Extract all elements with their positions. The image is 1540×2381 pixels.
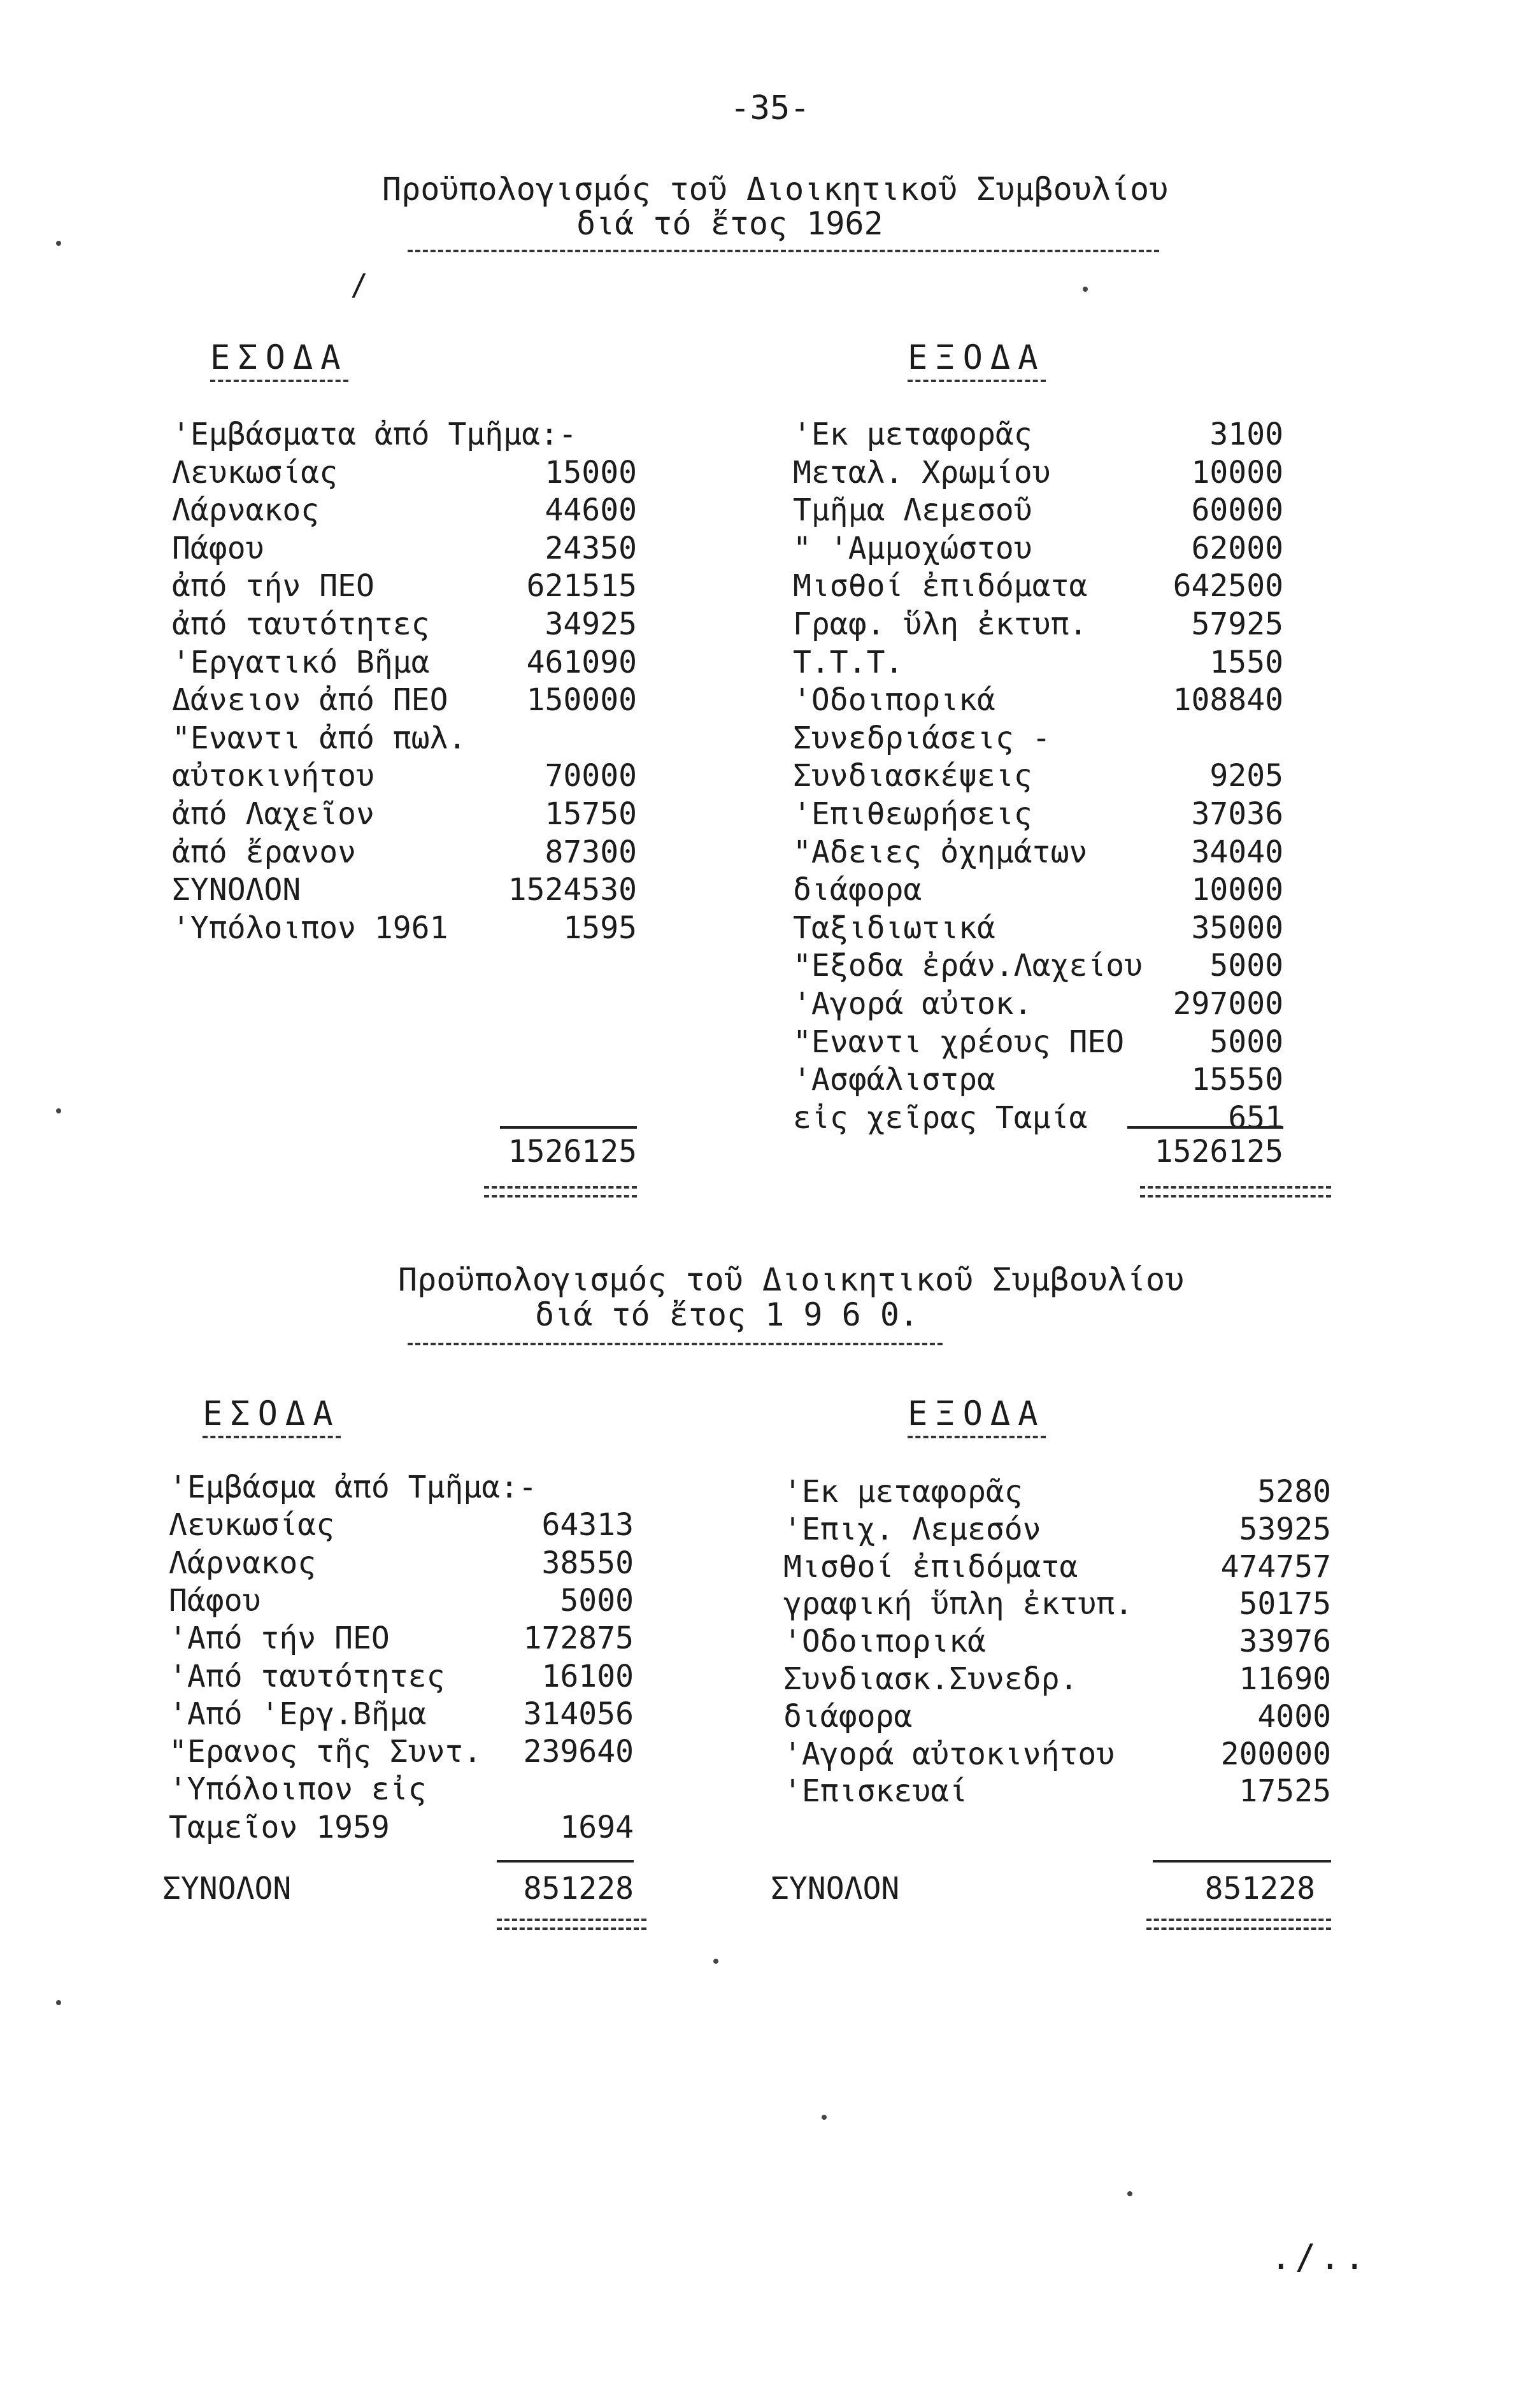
- title-1960-underline: [408, 1343, 943, 1345]
- scan-speck: [56, 1108, 61, 1113]
- ledger-row-label: Τμῆμα Λεμεσοῦ: [793, 492, 1032, 529]
- ledger-row-label: Δάνειον ἀπό ΠΕΟ: [172, 682, 448, 719]
- budget-1960-title: Προϋπολογισμός τοῦ Διοικητικοῦ Συμβουλίου: [398, 1261, 1185, 1298]
- ledger-row-value: 239640: [523, 1734, 634, 1770]
- expense-total-label-1960: ΣΥΝΟΛΟΝ: [771, 1871, 900, 1906]
- ledger-row: [793, 605, 1283, 643]
- ledger-row: [783, 1772, 1331, 1810]
- ledger-row-value: 651: [1228, 1099, 1283, 1136]
- ledger-row-value: 10000: [1191, 872, 1283, 908]
- ledger-row: [793, 795, 1283, 833]
- ledger-row: [793, 454, 1283, 492]
- ledger-row-label: Συνδιασκέψεις: [793, 758, 1032, 794]
- ledger-row: [172, 681, 637, 719]
- ledger-row: [793, 491, 1283, 529]
- ledger-row: [169, 1619, 634, 1657]
- ledger-row: [169, 1582, 634, 1620]
- ledger-row: [172, 415, 637, 454]
- ledger-row: [783, 1473, 1331, 1511]
- ledger-row: [783, 1510, 1331, 1548]
- ledger-row-value: 24350: [545, 530, 637, 566]
- ledger-row-label: ἀπό ταυτότητες: [172, 606, 430, 642]
- ledger-row-value: 150000: [526, 682, 637, 719]
- expense-total-rule-1960: [1153, 1860, 1331, 1863]
- ledger-row-value: 34040: [1191, 834, 1283, 870]
- ledger-row: [172, 454, 637, 492]
- ledger-row-value: 37036: [1191, 796, 1283, 832]
- ledger-row-value: 642500: [1173, 568, 1283, 604]
- ledger-row: [172, 643, 637, 682]
- income-total-1960: 851228: [523, 1871, 634, 1906]
- expense-double-rule-1960: [1146, 1919, 1331, 1930]
- ledger-row-label: Πάφου: [172, 530, 264, 566]
- ledger-row-label: Συνεδριάσεις -: [793, 720, 1051, 756]
- ledger-row-value: 9205: [1209, 758, 1283, 794]
- ledger-row-value: 5000: [1209, 1024, 1283, 1060]
- income-total-1962: 1526125: [508, 1134, 637, 1169]
- income-total-rule-1960: [497, 1860, 634, 1863]
- ledger-row-value: 53925: [1239, 1511, 1331, 1547]
- ledger-row-label: "Ερανος τῆς Συντ.: [169, 1734, 482, 1770]
- ledger-row: [172, 871, 637, 909]
- ledger-row-value: 5000: [560, 1582, 634, 1619]
- ledger-row: [169, 1695, 634, 1733]
- ledger-row-label: 'Οδοιπορικά: [783, 1624, 986, 1660]
- ledger-row-value: 38550: [541, 1545, 634, 1581]
- ledger-row-label: Λάρνακος: [172, 492, 320, 529]
- ledger-row: [783, 1622, 1331, 1661]
- ledger-row-label: "Εναντι ἀπό πωλ.: [172, 720, 467, 756]
- ledger-row-label: Μεταλ. Χρωμίου: [793, 454, 1051, 490]
- ledger-row: [783, 1660, 1331, 1698]
- ledger-row-value: 50175: [1239, 1586, 1331, 1622]
- ledger-row-label: 'Εμβάσματα ἀπό Τμῆμα:-: [172, 417, 577, 452]
- ledger-row: [169, 1468, 634, 1506]
- ledger-row-label: γραφική ὕπλη ἐκτυπ.: [783, 1586, 1134, 1622]
- expense-total-rule-1962: [1127, 1126, 1283, 1129]
- ledger-row-value: 3100: [1209, 417, 1283, 452]
- ledger-row-value: 10000: [1191, 454, 1283, 490]
- ledger-row-label: 'Επιχ. Λεμεσόν: [783, 1511, 1041, 1547]
- ledger-row-value: 200000: [1220, 1736, 1331, 1772]
- ledger-row-label: 'Εκ μεταφορᾶς: [783, 1474, 1023, 1510]
- ledger-row: [783, 1698, 1331, 1736]
- ledger-row: [169, 1544, 634, 1582]
- ledger-row: [172, 567, 637, 605]
- ledger-row-value: 5000: [1209, 948, 1283, 984]
- continuation-mark: ./..: [1271, 2237, 1369, 2277]
- ledger-row-label: Ταξιδιωτικά: [793, 910, 995, 946]
- ledger-row: [783, 1735, 1331, 1773]
- ledger-row: [169, 1808, 634, 1847]
- ledger-row-label: διάφορα: [783, 1698, 913, 1734]
- ledger-row-label: ΣΥΝΟΛΟΝ: [172, 872, 301, 908]
- income-heading-1962: ΕΣΟΔΑ: [210, 339, 348, 382]
- income-heading-1960: ΕΣΟΔΑ: [203, 1395, 341, 1438]
- ledger-row-label: Λευκωσίας: [169, 1507, 335, 1543]
- ledger-row-value: 1524530: [508, 872, 637, 908]
- ledger-row-label: Λάρνακος: [169, 1545, 317, 1581]
- ledger-row-value: 297000: [1173, 986, 1283, 1022]
- ledger-row: [793, 909, 1283, 947]
- page-number: -35-: [730, 89, 810, 127]
- ledger-row-label: Γραφ. ὕλη ἐκτυπ.: [793, 606, 1088, 642]
- ledger-row-value: 64313: [541, 1507, 634, 1543]
- ledger-row-value: 70000: [545, 758, 637, 794]
- ledger-row: [793, 947, 1283, 985]
- ledger-row: [793, 567, 1283, 605]
- ledger-row-value: 172875: [523, 1620, 634, 1657]
- ledger-row-label: 'Από ταυτότητες: [169, 1658, 445, 1694]
- ledger-row-label: Συνδιασκ.Συνεδρ.: [783, 1661, 1078, 1697]
- ledger-row: [793, 871, 1283, 909]
- ledger-row: [169, 1506, 634, 1544]
- ledger-row: [169, 1770, 634, 1808]
- ledger-row: [172, 833, 637, 871]
- ledger-row: [793, 415, 1283, 454]
- ledger-row-label: εἰς χεῖρας Ταμία: [793, 1099, 1088, 1136]
- ledger-row: [793, 643, 1283, 682]
- ledger-row: [783, 1585, 1331, 1623]
- ledger-row-label: 'Εκ μεταφορᾶς: [793, 417, 1032, 452]
- ledger-row-label: "Εναντι χρέους ΠΕΟ: [793, 1024, 1125, 1060]
- ledger-row: [172, 795, 637, 833]
- ledger-row: [172, 605, 637, 643]
- ledger-row-label: 'Επισκευαί: [783, 1773, 967, 1810]
- income-total-rule-1962: [500, 1126, 637, 1129]
- scan-speck: [713, 1959, 718, 1964]
- ledger-row-label: Μισθοί ἐπιδόματα: [793, 568, 1088, 604]
- ledger-row-value: 11690: [1239, 1661, 1331, 1697]
- ledger-row-label: 'Υπόλοιπον εἰς: [169, 1771, 427, 1808]
- scan-speck: [1127, 2191, 1132, 2196]
- ledger-row-value: 15750: [545, 796, 637, 832]
- ledger-row: [793, 529, 1283, 568]
- scan-speck: [56, 2000, 61, 2005]
- ledger-row-value: 621515: [526, 568, 637, 604]
- ledger-row-label: 'Από τήν ΠΕΟ: [169, 1620, 390, 1657]
- scan-speck: [1083, 287, 1088, 292]
- ledger-row-label: ἀπό τήν ΠΕΟ: [172, 568, 374, 604]
- expense-total-1960: 851228: [1204, 1871, 1315, 1906]
- ledger-row: [172, 757, 637, 795]
- ledger-row-label: Λευκωσίας: [172, 454, 338, 490]
- ledger-row-value: 461090: [526, 644, 637, 680]
- ledger-row-value: 15000: [545, 454, 637, 490]
- ledger-row: [793, 681, 1283, 719]
- ledger-row-value: 62000: [1191, 530, 1283, 566]
- ledger-row: [793, 1023, 1283, 1061]
- ledger-row: [169, 1657, 634, 1696]
- ledger-row-value: 15550: [1191, 1062, 1283, 1098]
- ledger-row-value: 87300: [545, 834, 637, 870]
- ledger-row: [172, 529, 637, 568]
- ledger-row-label: ἀπό ἔρανον: [172, 834, 356, 870]
- ledger-row: [793, 833, 1283, 871]
- income-double-rule-1962: [484, 1186, 637, 1198]
- ledger-row-value: 60000: [1191, 492, 1283, 529]
- ledger-row-value: 1694: [560, 1809, 634, 1845]
- ledger-row-label: αὐτοκινήτου: [172, 758, 374, 794]
- budget-1960-subtitle: διά τό ἔτος 1 9 6 0.: [535, 1296, 919, 1333]
- ledger-row-label: 'Επιθεωρήσεις: [793, 796, 1032, 832]
- ledger-row: [172, 491, 637, 529]
- expense-double-rule-1962: [1140, 1186, 1331, 1198]
- ledger-row-label: 'Αγορά αὐτοκ.: [793, 986, 1032, 1022]
- ledger-row-value: 44600: [545, 492, 637, 529]
- title-1962-underline: [408, 250, 1159, 252]
- ledger-row-label: Τ.Τ.Τ.: [793, 644, 904, 680]
- ledger-row-label: "Αδειες ὀχημάτων: [793, 834, 1088, 870]
- ledger-row-value: 474757: [1220, 1548, 1331, 1585]
- ledger-row-value: 17525: [1239, 1773, 1331, 1810]
- ledger-row-label: 'Εμβάσμα ἀπό Τμῆμα:-: [169, 1469, 537, 1505]
- ledger-row-label: Μισθοί ἐπιδόματα: [783, 1548, 1078, 1585]
- scan-speck: [56, 241, 61, 246]
- ledger-row: [172, 909, 637, 947]
- ledger-row-label: Πάφου: [169, 1582, 261, 1619]
- ledger-row-label: 'Υπόλοιπον 1961: [172, 910, 448, 946]
- expense-heading-1960: ΕΞΟΔΑ: [908, 1395, 1046, 1438]
- expense-heading-1962: ΕΞΟΔΑ: [908, 339, 1046, 382]
- stray-mark: /: [350, 268, 368, 302]
- budget-1962-title: Προϋπολογισμός τοῦ Διοικητικοῦ Συμβουλίου: [382, 171, 1169, 208]
- ledger-row-label: Ταμεῖον 1959: [169, 1809, 390, 1845]
- ledger-row: [783, 1548, 1331, 1586]
- ledger-row-value: 5280: [1257, 1474, 1331, 1510]
- ledger-row: [793, 757, 1283, 795]
- ledger-row: [172, 719, 637, 757]
- ledger-row-value: 108840: [1173, 682, 1283, 719]
- ledger-row-value: 33976: [1239, 1624, 1331, 1660]
- ledger-row-label: " 'Αμμοχώστου: [793, 530, 1032, 566]
- ledger-row: [793, 719, 1283, 757]
- ledger-row-label: 'Από 'Εργ.Βῆμα: [169, 1696, 427, 1732]
- expense-total-1962: 1526125: [1154, 1134, 1283, 1169]
- ledger-row-value: 34925: [545, 606, 637, 642]
- ledger-row-value: 16100: [541, 1658, 634, 1694]
- ledger-row: [793, 985, 1283, 1023]
- ledger-row: [169, 1733, 634, 1771]
- budget-1962-subtitle: διά τό ἔτος 1962: [576, 205, 883, 242]
- ledger-row-label: ἀπό Λαχεῖον: [172, 796, 374, 832]
- ledger-row-value: 1595: [563, 910, 637, 946]
- ledger-row-value: 314056: [523, 1696, 634, 1732]
- ledger-row: [793, 1099, 1283, 1137]
- ledger-row-value: 4000: [1257, 1698, 1331, 1734]
- ledger-row-value: 1550: [1209, 644, 1283, 680]
- ledger-row-value: 57925: [1191, 606, 1283, 642]
- ledger-row-label: 'Οδοιπορικά: [793, 682, 995, 719]
- ledger-row-label: 'Ασφάλιστρα: [793, 1062, 995, 1098]
- ledger-row-value: 35000: [1191, 910, 1283, 946]
- income-total-label-1960: ΣΥΝΟΛΟΝ: [162, 1871, 292, 1906]
- ledger-row: [793, 1061, 1283, 1099]
- ledger-row-label: 'Εργατικό Βῆμα: [172, 644, 430, 680]
- ledger-row-label: διάφορα: [793, 872, 922, 908]
- ledger-row-label: 'Αγορά αὐτοκινήτου: [783, 1736, 1115, 1772]
- ledger-row-label: "Εξοδα ἐράν.Λαχείου: [793, 948, 1143, 984]
- income-double-rule-1960: [497, 1919, 646, 1930]
- scan-speck: [822, 2115, 827, 2120]
